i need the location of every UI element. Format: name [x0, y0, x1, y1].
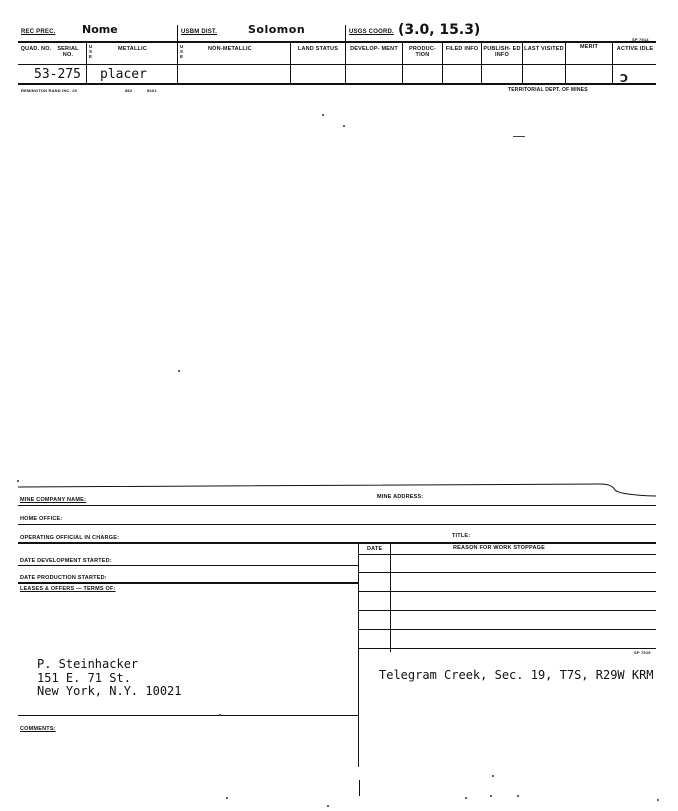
date-header: DATE	[367, 546, 383, 552]
active-idle-header: ACTIVE IDLE	[616, 46, 654, 52]
table-divider	[358, 715, 359, 767]
uses-nonmetallic-header: U S E	[180, 44, 184, 59]
rule	[18, 582, 358, 584]
reason-header: REASON FOR WORK STOPPAGE	[453, 545, 545, 551]
mine-company-label: MINE COMPANY NAME:	[20, 497, 87, 503]
col-divider	[345, 25, 346, 83]
rule	[358, 629, 656, 630]
col-divider	[522, 41, 523, 83]
table-divider	[358, 542, 359, 655]
scan-speck	[219, 714, 221, 716]
usgs-coord-value: (3.0, 15.3)	[398, 22, 481, 38]
printer-code-1: 882	[125, 88, 133, 93]
card-edge	[0, 478, 678, 500]
table-divider	[358, 655, 359, 715]
rec-prec-value: Nome	[82, 23, 118, 36]
territorial-dept-label: TERRITORIAL DEPT. OF MINES	[508, 87, 588, 93]
active-idle-mark: Ↄ	[620, 72, 629, 85]
location-text: Telegram Creek, Sec. 19, T7S, R29W KRM	[379, 668, 654, 682]
col-divider	[481, 41, 482, 83]
rule	[18, 715, 358, 716]
metallic-value: placer	[100, 67, 147, 82]
title-label: TITLE:	[452, 533, 471, 539]
date-development-label: DATE DEVELOPMENT STARTED:	[20, 558, 112, 564]
col-divider	[86, 41, 87, 83]
table-divider	[359, 780, 360, 796]
development-header: DEVELOP- MENT	[350, 46, 398, 52]
col-divider	[177, 25, 178, 83]
rule	[18, 542, 656, 544]
scan-speck	[226, 797, 228, 799]
scan-speck	[492, 775, 494, 777]
owner-city: New York, N.Y. 10021	[37, 684, 182, 698]
scan-speck	[178, 370, 180, 372]
top-rule	[18, 41, 656, 43]
bottom-form-number: SP 7915	[634, 650, 651, 655]
col-divider	[612, 41, 613, 83]
usbm-dist-value: Solomon	[248, 23, 306, 36]
quad-no-header: QUAD. NO.	[20, 46, 52, 52]
rule	[18, 505, 656, 506]
scan-speck	[517, 795, 519, 797]
mine-address-label: MINE ADDRESS:	[377, 494, 424, 500]
bottom-rule	[18, 83, 656, 85]
scan-speck	[465, 797, 467, 799]
rule	[358, 591, 656, 592]
col-divider	[290, 41, 291, 83]
uses-metallic-header: U S E	[89, 44, 93, 59]
leases-offers-label: LEASES & OFFERS — TERMS OF:	[20, 586, 116, 592]
production-header: PRODUC- TION	[408, 46, 437, 58]
rule	[358, 554, 656, 555]
usgs-coord-label: USGS COORD.	[349, 29, 394, 35]
non-metallic-header: NON-METALLIC	[208, 46, 252, 52]
rec-prec-label: REC PREC.	[21, 29, 56, 35]
home-office-label: HOME OFFICE:	[20, 516, 63, 522]
usbm-dist-label: USBM DIST.	[181, 29, 218, 35]
scan-speck	[327, 805, 329, 807]
date-production-label: DATE PRODUCTION STARTED:	[20, 575, 107, 581]
scan-speck	[322, 114, 324, 116]
serial-value: 53-275	[34, 67, 81, 82]
rule	[358, 648, 656, 649]
rule	[18, 524, 656, 525]
rule	[18, 565, 358, 566]
metallic-header: METALLIC	[118, 46, 147, 52]
comments-label: COMMENTS:	[20, 726, 56, 732]
top-form-number: SP 7914	[632, 37, 649, 42]
operating-official-label: OPERATING OFFICIAL IN CHARGE:	[20, 535, 120, 541]
owner-name: P. Steinhacker	[37, 657, 139, 671]
printer-code-2: 5401	[147, 88, 157, 93]
rule	[358, 572, 656, 573]
owner-street: 151 E. 71 St.	[37, 670, 131, 685]
table-divider	[390, 542, 391, 652]
col-divider	[565, 41, 566, 83]
col-divider	[402, 41, 403, 83]
printer-imprint: REMINGTON RAND INC. 20	[21, 88, 78, 93]
published-info-header: PUBLISH- ED INFO	[483, 46, 521, 58]
scan-speck	[657, 799, 659, 801]
scan-speck	[343, 125, 345, 127]
filed-info-header: FILED INFO	[445, 46, 479, 52]
scan-speck	[490, 795, 492, 797]
last-visited-header: LAST VISITED	[524, 46, 564, 52]
header-rule	[18, 64, 656, 65]
owner-block	[37, 658, 182, 699]
col-divider	[442, 41, 443, 83]
serial-no-header: SERIAL NO.	[57, 46, 79, 58]
rule	[358, 610, 656, 611]
land-status-header: LAND STATUS	[297, 46, 339, 52]
merit-header: MERIT	[579, 44, 599, 50]
scan-mark	[513, 136, 525, 137]
